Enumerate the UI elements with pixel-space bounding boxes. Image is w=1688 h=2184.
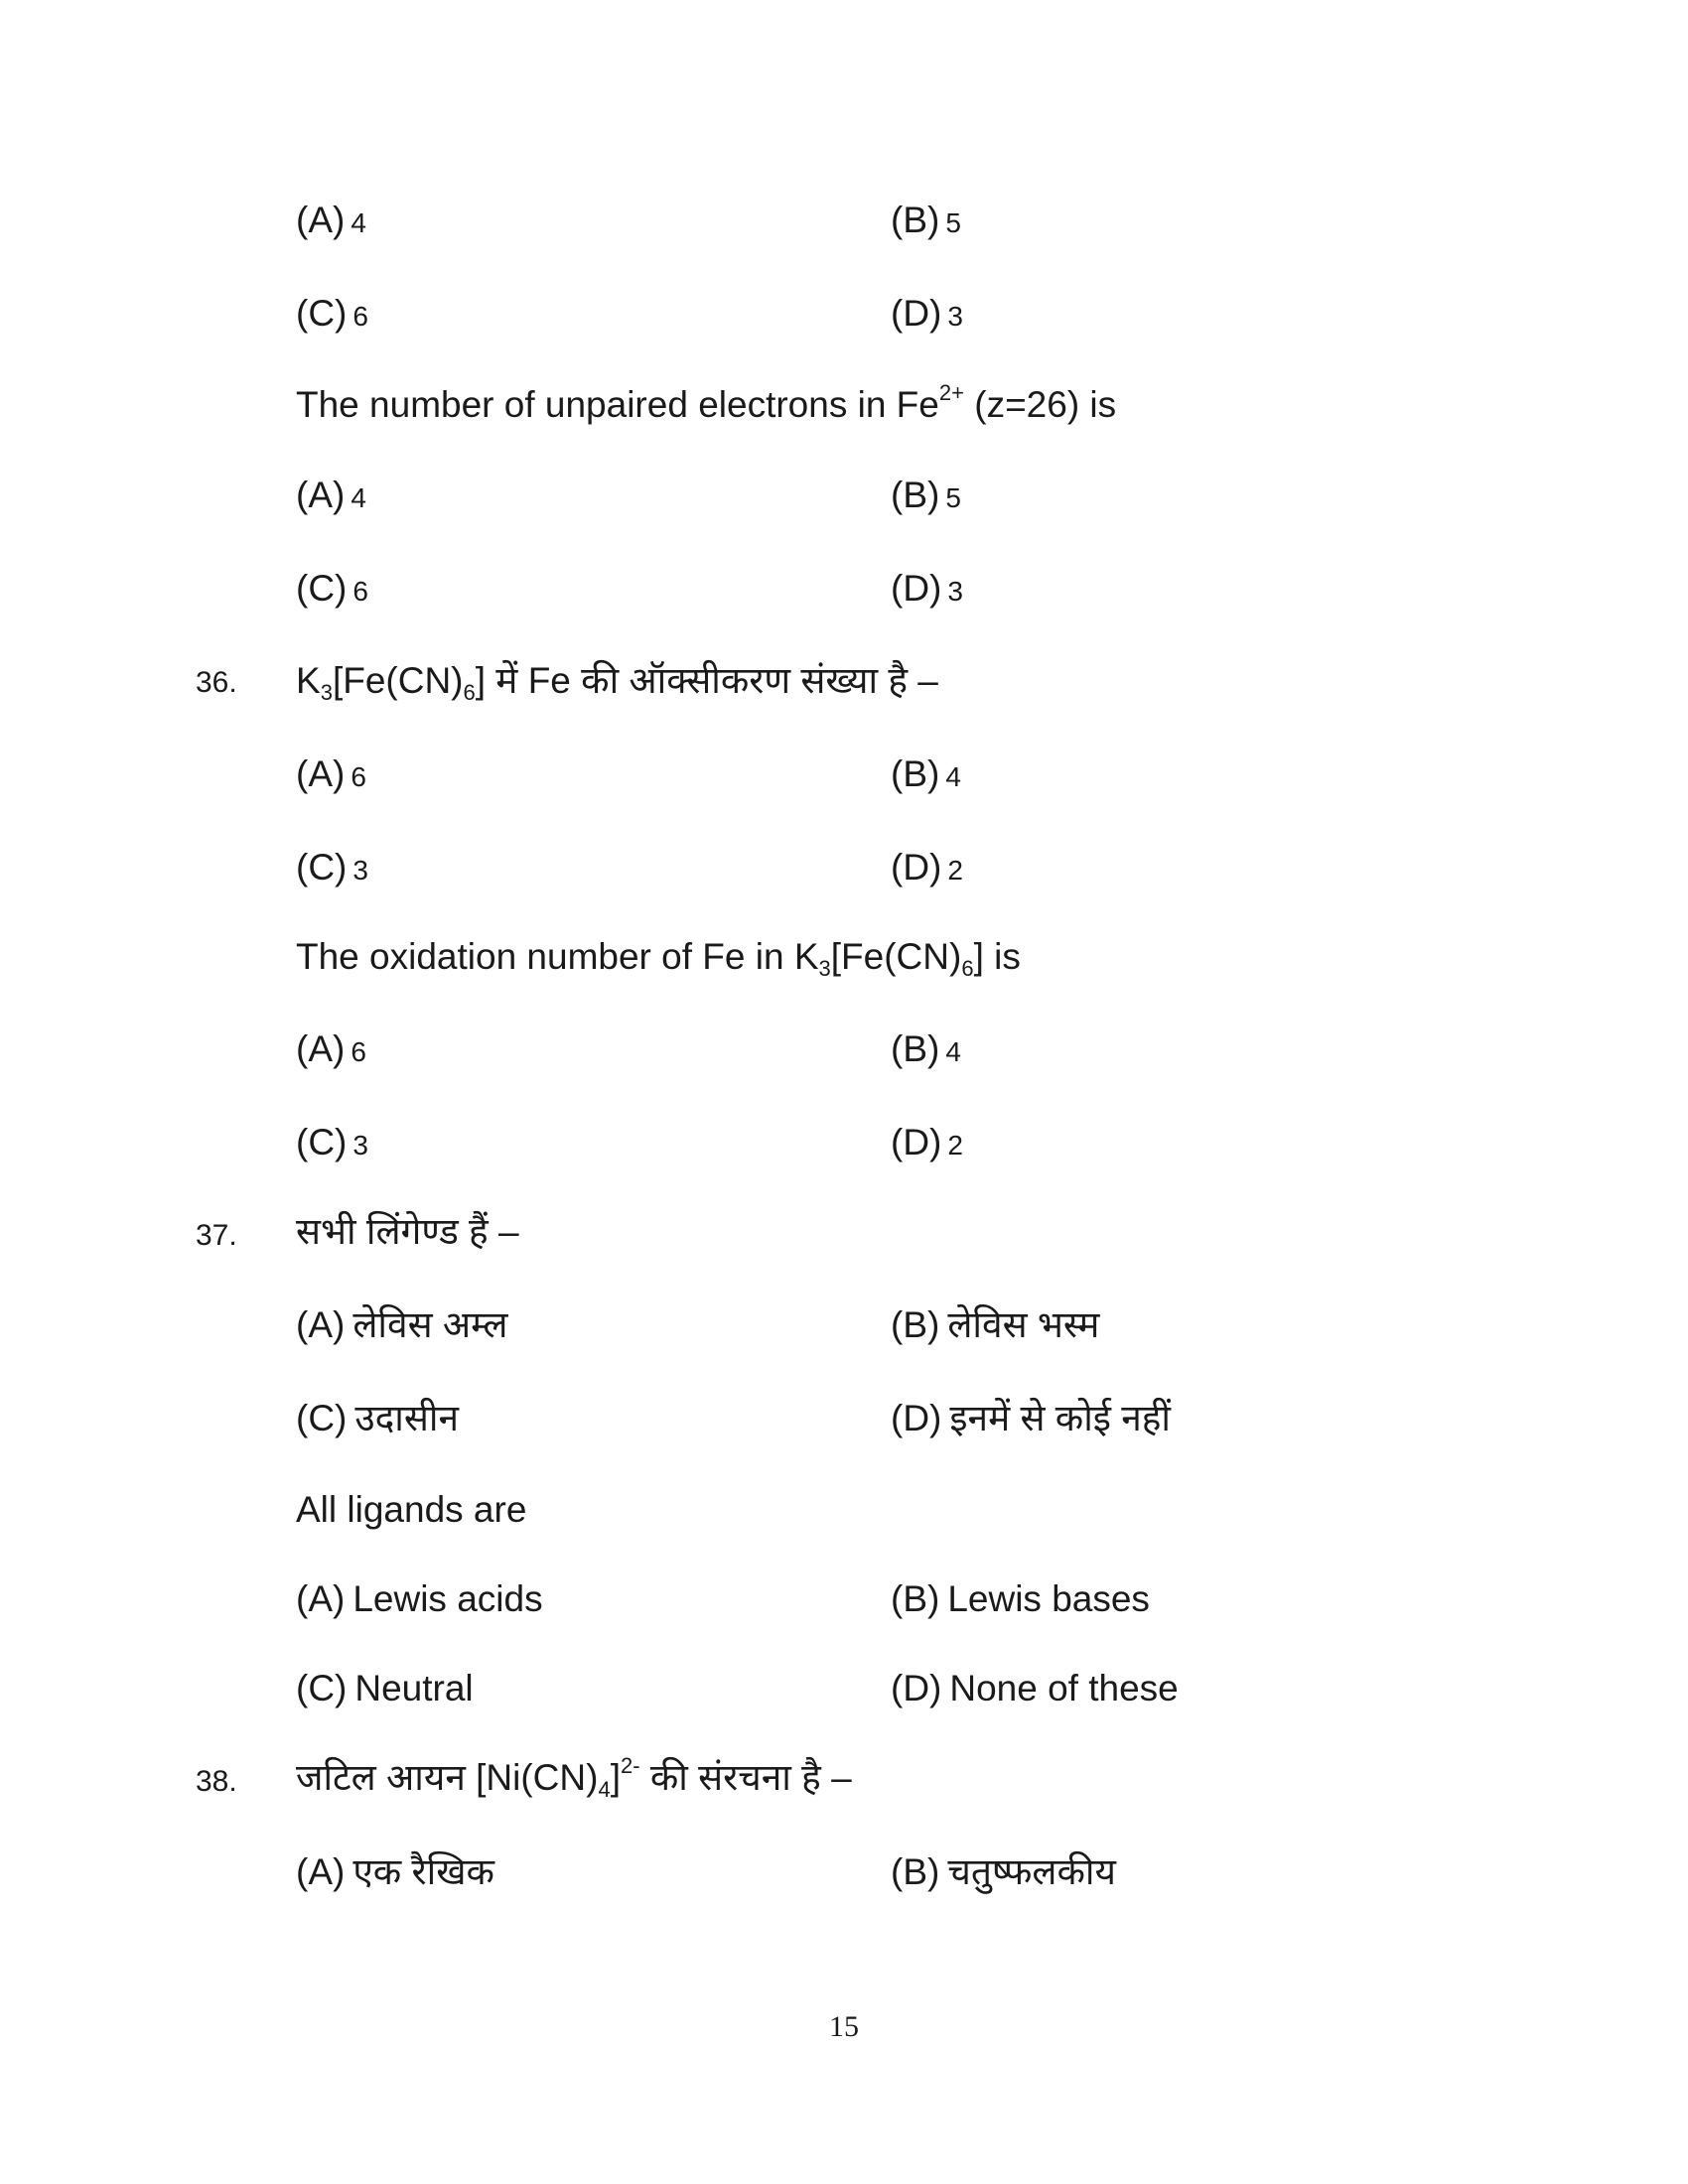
- q38-hi-question: जटिल आयन $[Ni(CN)_4]^{2-}$ की संरचना है –: [296, 1753, 852, 1802]
- q36-number: 36.: [196, 666, 237, 699]
- q37-en-option-b: (B) Lewis bases: [891, 1578, 1150, 1619]
- q38-hi-option-b: (B) चतुष्फलकीय: [891, 1851, 1116, 1892]
- q36-hi-option-a: (A) 6: [296, 753, 366, 794]
- q37-en-question: All ligands are: [296, 1489, 527, 1530]
- page-number: 15: [829, 2010, 859, 2043]
- q36-hi-option-d: (D) 2: [891, 847, 963, 887]
- q35-hi-option-c: (C) 6: [296, 293, 368, 334]
- q35-en-option-b: (B) 5: [891, 475, 961, 515]
- q38-hi-option-a: (A) एक रैखिक: [296, 1851, 494, 1892]
- q35-en-option-a: (A) 4: [296, 475, 366, 515]
- q36-hi-question: $K_3[Fe(CN)_6]$ में Fe की ऑक्सीकरण संख्या है –: [296, 660, 938, 705]
- q37-hi-option-d: (D) इनमें से कोई नहीं: [891, 1398, 1171, 1438]
- q35-hi-option-a: (A) 4: [296, 200, 366, 240]
- q36-hi-option-c: (C) 3: [296, 847, 368, 887]
- q35-hi-option-d: (D) 3: [891, 293, 963, 334]
- q38-number: 38.: [196, 1765, 237, 1798]
- q35-en-option-c: (C) 6: [296, 568, 368, 609]
- q36-en-question: The oxidation number of Fe in $K_3[Fe(CN)_6]$ is: [296, 936, 1021, 981]
- q37-hi-option-c: (C) उदासीन: [296, 1398, 460, 1438]
- q37-number: 37.: [196, 1219, 237, 1252]
- q35-hi-option-b: (B) 5: [891, 200, 961, 240]
- q36-en-option-a: (A) 6: [296, 1028, 366, 1069]
- q37-en-option-d: (D) None of these: [891, 1668, 1179, 1708]
- q37-en-option-a: (A) Lewis acids: [296, 1578, 543, 1619]
- q37-hi-option-b: (B) लेविस भस्म: [891, 1304, 1100, 1345]
- q36-hi-option-b: (B) 4: [891, 753, 961, 794]
- q35-en-option-d: (D) 3: [891, 568, 963, 609]
- q36-en-option-d: (D) 2: [891, 1122, 963, 1162]
- q35-en-question: The number of unpaired electrons in $Fe^{2+}$ (z=26) is: [296, 380, 1117, 425]
- q37-en-option-c: (C) Neutral: [296, 1668, 474, 1708]
- q36-en-option-b: (B) 4: [891, 1028, 961, 1069]
- q36-en-option-c: (C) 3: [296, 1122, 368, 1162]
- q37-hi-option-a: (A) लेविस अम्ल: [296, 1304, 508, 1345]
- q37-hi-question: सभी लिंगेण्ड हैं –: [296, 1211, 519, 1252]
